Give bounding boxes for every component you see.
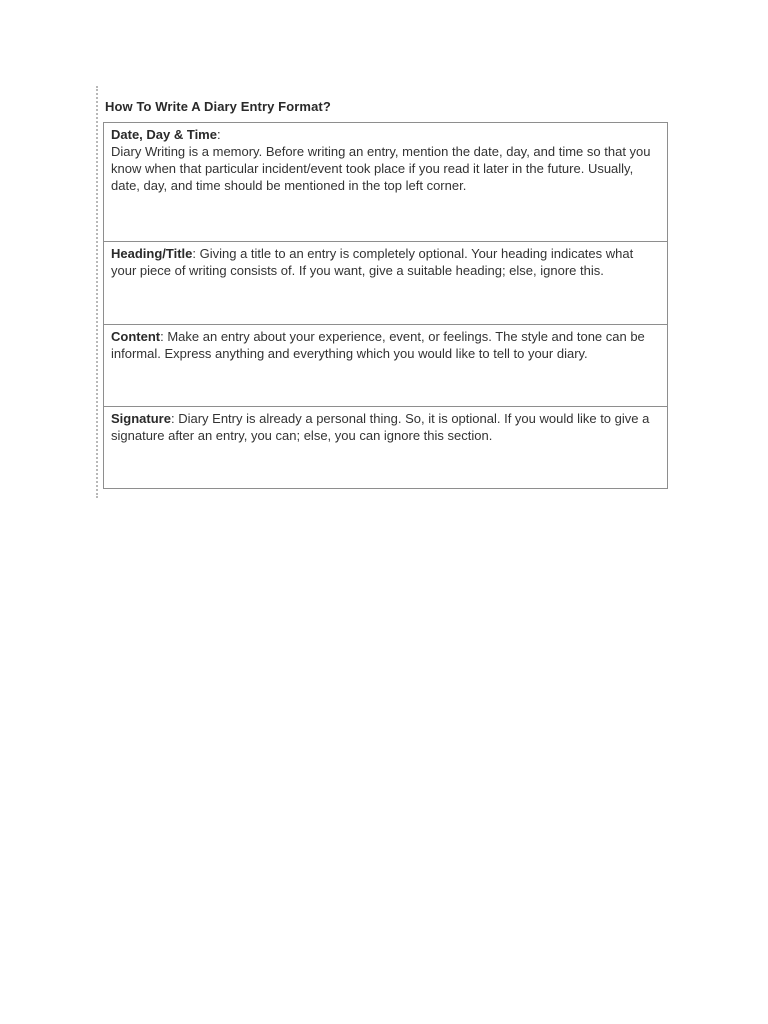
page-title: How To Write A Diary Entry Format?: [105, 99, 331, 114]
row-separator: :: [160, 329, 164, 344]
row-text: Make an entry about your experience, event, or feelings. The style and tone can be informal. Express anything and everything which you would like to tell to your diary.: [111, 329, 645, 361]
row-separator: :: [192, 246, 197, 261]
table-row-heading-title: [104, 241, 667, 324]
row-label: Heading/Title: [111, 246, 193, 261]
row-text: Diary Writing is a memory. Before writing an entry, mention the date, day, and time so that you know when that particular incident/event took place if you read it later in the future. Usually, date, day, and time should be mentioned in the top left corner.: [111, 144, 651, 193]
row-separator: :: [216, 127, 221, 142]
table-row-signature: [104, 406, 667, 488]
row-text: Diary Entry is already a personal thing. So, it is optional. If you would like to give a signature after an entry, you can; else, you can ignore this section.: [111, 411, 650, 443]
table-row-date-day-time: [104, 123, 667, 241]
row-label: Date, Day & Time: [111, 127, 217, 142]
diary-format-table: [103, 122, 668, 489]
table-row-content: [104, 324, 667, 406]
row-label: Signature: [111, 411, 171, 426]
dotted-margin-rule: [96, 86, 98, 498]
row-separator: :: [170, 411, 175, 426]
row-label: Content: [111, 329, 161, 344]
row-text: Giving a title to an entry is completely optional. Your heading indicates what your piece of writing consists of. If you want, give a suitable heading; else, ignore this.: [111, 246, 634, 278]
